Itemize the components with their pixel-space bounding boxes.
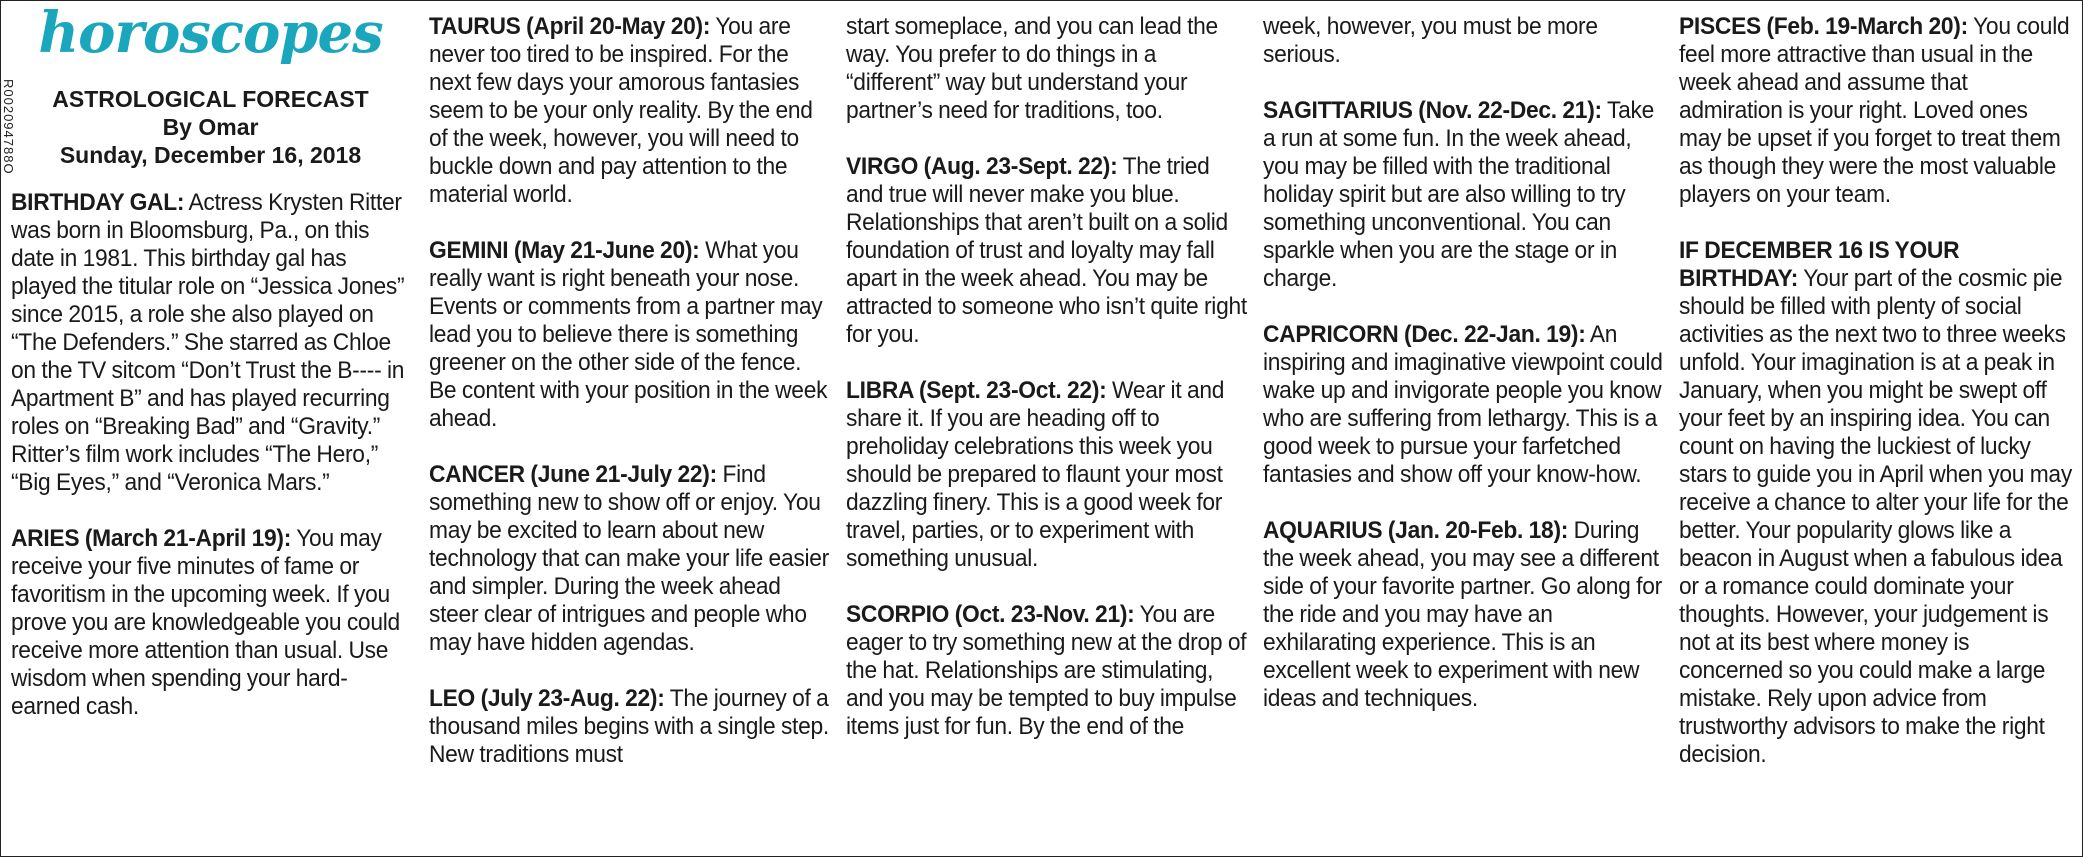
column-2 bbox=[429, 1, 835, 856]
horoscopes-logo: horoscopes bbox=[38, 1, 383, 66]
leo-paragraph bbox=[429, 685, 831, 769]
column-5-text bbox=[1679, 13, 2075, 769]
side-code: R002094788O bbox=[1, 79, 16, 175]
sagittarius-text: Take a run at some fun. In the week ahead, you may be filled with the traditional holiday spirit but are also willing to try something unconventional. You can sparkle when you are the stage or in charge. bbox=[1263, 97, 1655, 292]
libra-paragraph bbox=[846, 377, 1252, 573]
aquarius-text: During the week ahead, you may see a different side of your favorite partner. Go along for the ride and you may have an exhilarating experience. This is an excellent week to experiment with new ideas and techniques. bbox=[1263, 517, 1662, 712]
virgo-heading: VIRGO (Aug. 23-Sept. 22): bbox=[846, 153, 1118, 180]
masthead-title: ASTROLOGICAL FORECAST bbox=[52, 86, 369, 112]
capricorn-text: An inspiring and imaginative viewpoint could wake up and invigorate people you know who are suffering from lethargy. This is a good week to pursue your farfetched fantasies and show off your know-how. bbox=[1263, 321, 1663, 488]
column-2-text bbox=[429, 13, 831, 769]
virgo-paragraph bbox=[846, 153, 1252, 349]
masthead-byline: By Omar bbox=[162, 114, 259, 140]
pisces-text: You could feel more attractive than usual in the week ahead and assume that admiration is your right. Loved ones may be upset if you forget to treat them as though they were the most valuable players on your team. bbox=[1679, 13, 2070, 208]
aquarius-paragraph bbox=[1263, 517, 1671, 713]
aries-heading: ARIES (March 21-April 19): bbox=[11, 525, 292, 552]
aries-text: You may receive your five minutes of fame or favoritism in the upcoming week. If you prove you are knowledgeable you could receive more attention than usual. Use wisdom when spending your hard-earned cash. bbox=[11, 525, 400, 720]
column-3 bbox=[846, 1, 1256, 856]
column-3-text bbox=[846, 13, 1252, 741]
your-birthday-text: Your part of the cosmic pie should be filled with plenty of social activities as the next two to three weeks unfold. Your imagination is at a peak in January, when you might be swept off your feet by an inspiring idea. You can count on having the luckiest of lucky stars to guide you in April when you may receive a chance to alter your life for the better. Your popularity glows like a beacon in August when a fabulous idea or a romance could dominate your thoughts. However, your judgement is not at its best where money is concerned so you could make a large mistake. Rely upon advice from trustworthy advisors to make the right decision. bbox=[1679, 265, 2072, 768]
taurus-heading: TAURUS (April 20-May 20): bbox=[429, 13, 711, 40]
scorpio-continued-paragraph: week, however, you must be more serious. bbox=[1263, 13, 1598, 68]
capricorn-heading: CAPRICORN (Dec. 22-Jan. 19): bbox=[1263, 321, 1586, 348]
pisces-paragraph bbox=[1679, 13, 2075, 209]
gemini-heading: GEMINI (May 21-June 20): bbox=[429, 237, 700, 264]
leo-text: The journey of a thousand miles begins with a single step. New traditions must bbox=[429, 685, 829, 768]
cancer-text: Find something new to show off or enjoy. You may be excited to learn about new technology that can make your life easier and simpler. During the week ahead steer clear of intrigues and people who may have hidden agendas. bbox=[429, 461, 829, 656]
column-4 bbox=[1263, 1, 1675, 856]
your-birthday-paragraph bbox=[1679, 237, 2075, 769]
scorpio-text: You are eager to try something new at the drop of the hat. Relationships are stimulating, and you may be tempted to buy impulse items just for fun. By the end of the bbox=[846, 601, 1247, 740]
birthday-gal-paragraph bbox=[11, 189, 412, 497]
taurus-paragraph bbox=[429, 13, 831, 209]
column-4-text bbox=[1263, 13, 1671, 713]
column-5 bbox=[1679, 1, 2079, 856]
scorpio-paragraph bbox=[846, 601, 1252, 741]
libra-text: Wear it and share it. If you are heading off to preholiday celebrations this week you should be prepared to flaunt your most dazzling finery. This is a good week for travel, parties, or to experiment with something unusual. bbox=[846, 377, 1225, 572]
taurus-text: You are never too tired to be inspired. For the next few days your amorous fantasies seem to be your only reality. By the end of the week, however, you will need to buckle down and pay attention to the material world. bbox=[429, 13, 813, 208]
virgo-text: The tried and true will never make you blue. Relationships that aren’t built on a solid foundation of trust and loyalty may fall apart in the week ahead. You may be attracted to someone who isn’t quite right for you. bbox=[846, 153, 1247, 348]
birthday-gal-heading: BIRTHDAY GAL: bbox=[11, 189, 185, 216]
leo-continued-paragraph: start someplace, and you can lead the way. You prefer to do things in a “different” way but understand your partner’s need for traditions, too. bbox=[846, 13, 1218, 124]
pisces-heading: PISCES (Feb. 19-March 20): bbox=[1679, 13, 1968, 40]
leo-heading: LEO (July 23-Aug. 22): bbox=[429, 685, 665, 712]
capricorn-paragraph bbox=[1263, 321, 1671, 489]
column-1-text bbox=[11, 189, 412, 721]
sagittarius-heading: SAGITTARIUS (Nov. 22-Dec. 21): bbox=[1263, 97, 1602, 124]
gemini-text: What you really want is right beneath your nose. Events or comments from a partner may lead you to believe there is something greener on the other side of the fence. Be content with your position in the week ahead. bbox=[429, 237, 828, 432]
column-1 bbox=[11, 1, 416, 856]
masthead bbox=[11, 85, 410, 169]
cancer-paragraph bbox=[429, 461, 831, 657]
aries-paragraph bbox=[11, 525, 412, 721]
your-birthday-heading: IF DECEMBER 16 IS YOUR BIRTHDAY: bbox=[1679, 237, 1960, 292]
masthead-date: Sunday, December 16, 2018 bbox=[59, 142, 362, 168]
cancer-heading: CANCER (June 21-July 22): bbox=[429, 461, 717, 488]
aquarius-heading: AQUARIUS (Jan. 20-Feb. 18): bbox=[1263, 517, 1569, 544]
scorpio-heading: SCORPIO (Oct. 23-Nov. 21): bbox=[846, 601, 1135, 628]
libra-heading: LIBRA (Sept. 23-Oct. 22): bbox=[846, 377, 1107, 404]
sagittarius-paragraph bbox=[1263, 97, 1671, 293]
birthday-gal-text: Actress Krysten Ritter was born in Bloomsburg, Pa., on this date in 1981. This birthday gal has played the titular role on “Jessica Jones” since 2015, a role she also played on “The Defenders.” She starred as Chloe on the TV sitcom “Don’t Trust the B---- in Apartment B” and has played recurring roles on “Breaking Bad” and “Gravity.” Ritter’s film work includes “The Hero,” “Big Eyes,” and “Veronica Mars.” bbox=[11, 189, 405, 496]
gemini-paragraph bbox=[429, 237, 831, 433]
